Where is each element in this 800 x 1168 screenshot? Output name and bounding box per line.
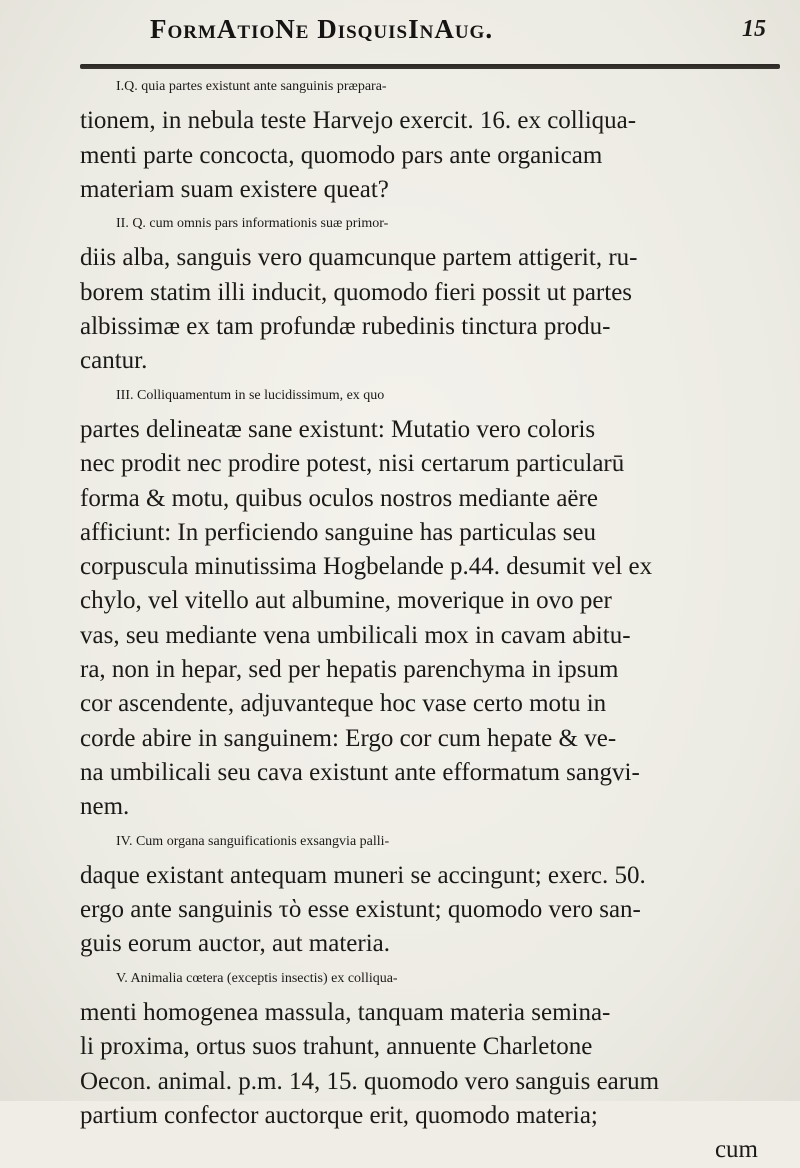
text-line: corpuscula minutissima Hogbelande p.44. desumit vel ex: [80, 553, 653, 581]
text-line: ergo ante sanguinis τὸ esse existunt; quomodo vero san-: [80, 896, 641, 924]
text-line: chylo, vel vitello aut albumine, moverique in ovo per: [80, 587, 612, 615]
text-line: partium confector auctorque erit, quomodo materia;: [80, 1101, 598, 1129]
text-line: cantur.: [80, 347, 148, 375]
text-line: menti homogenea massula, tanquam materia semina-: [80, 999, 611, 1027]
page-header: [150, 14, 770, 54]
text-line: II. Q. cum omnis pars informationis suæ primor-: [116, 216, 389, 232]
text-line: borem statim illi inducit, quomodo fieri possit ut partes: [80, 278, 633, 306]
text-line: nem.: [80, 793, 130, 821]
text-line: diis alba, sanguis vero quamcunque partem attigerit, ru-: [80, 244, 638, 272]
page-number: 15: [742, 16, 766, 42]
text-line: materiam suam existere queat?: [80, 175, 389, 203]
body-text: [80, 70, 788, 1168]
header-rule: [80, 64, 780, 69]
text-line: nec prodit nec prodire potest, nisi certarum particularū: [80, 450, 625, 478]
text-line: IV. Cum organa sanguificationis exsangvia palli-: [116, 833, 390, 849]
text-line: daque existant antequam muneri se accingunt; exerc. 50.: [80, 861, 646, 889]
text-line: menti parte concocta, quomodo pars ante organicam: [80, 141, 603, 169]
text-line: ra, non in hepar, sed per hepatis parenchyma in ipsum: [80, 656, 619, 684]
text-line: na umbilicali seu cava existunt ante efformatum sangvi-: [80, 758, 640, 786]
text-line: forma & motu, quibus oculos nostros mediante aëre: [80, 484, 598, 512]
text-line: Oecon. animal. p.m. 14, 15. quomodo vero sanguis earum: [80, 1067, 660, 1095]
text-line: cor ascendente, adjuvanteque hoc vase certo motu in: [80, 690, 607, 718]
text-line: III. Colliquamentum in se lucidissimum, ex quo: [116, 387, 385, 403]
catchword: cum: [714, 1136, 758, 1164]
text-line: tionem, in nebula teste Harvejo exercit. 16. ex colliqua-: [80, 107, 637, 135]
text-line: albissimæ ex tam profundæ rubedinis tinctura produ-: [80, 313, 611, 341]
text-line: vas, seu mediante vena umbilicali mox in cavam abitu-: [80, 621, 631, 649]
text-line: partes delineatæ sane existunt: Mutatio vero coloris: [80, 415, 596, 443]
text-line: guis eorum auctor, aut materia.: [80, 930, 390, 958]
text-line: V. Animalia cœtera (exceptis insectis) ex colliqua-: [116, 970, 398, 986]
text-line: li proxima, ortus suos trahunt, annuente Charletone: [80, 1033, 593, 1061]
text-line: afficiunt: In perficiendo sanguine has particulas seu: [80, 518, 597, 546]
text-line: I.Q. quia partes existunt ante sanguinis præpara-: [116, 79, 387, 94]
running-head: FormAtioNe DisquisInAug.: [150, 14, 494, 44]
text-line: corde abire in sanguinem: Ergo cor cum hepate & ve-: [80, 724, 617, 752]
